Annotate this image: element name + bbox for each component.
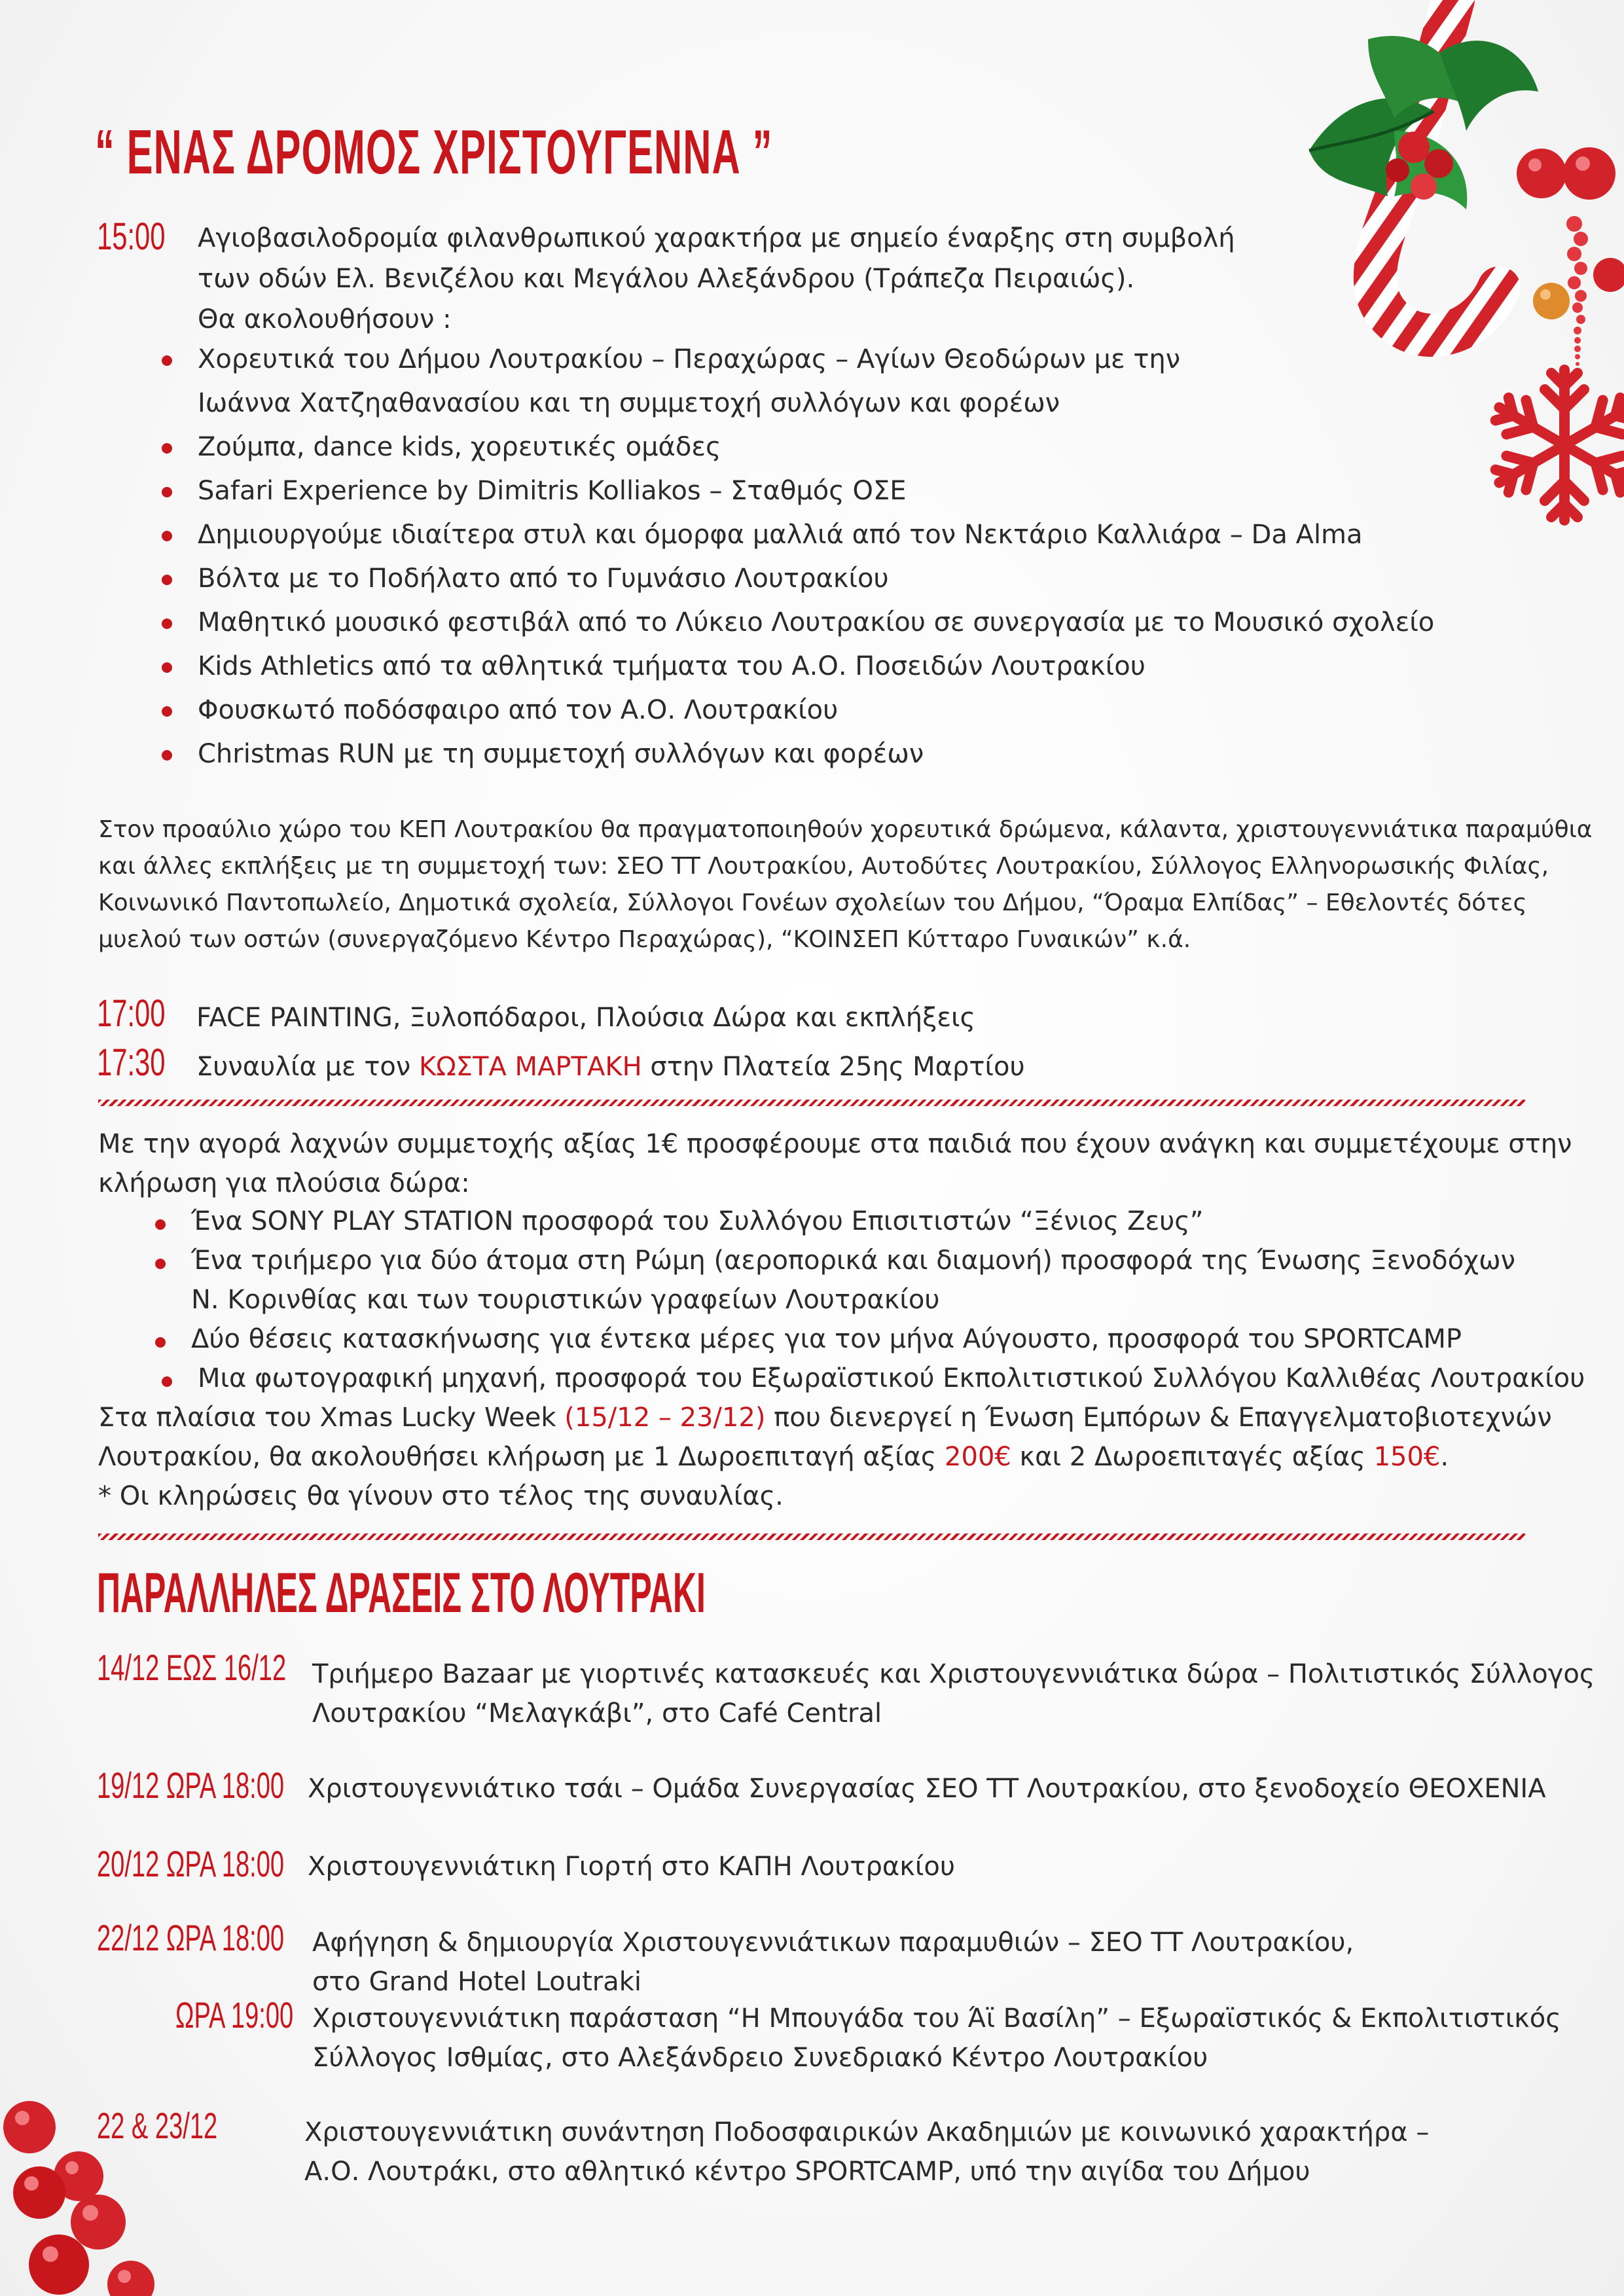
list-item-text: Ιωάννα Χατζηαθανασίου και τη συμμετοχή συλλόγων και φορέων [198,388,1060,418]
list-item-text: Δημιουργούμε ιδιαίτερα στυλ και όμορφα μαλλιά από τον Νεκτάριο Καλλιάρα – Da Alma [198,520,1363,550]
event-line: στο Grand Hotel Loutraki [312,1967,642,1997]
list-item [191,1202,1578,1241]
event-line: Τριήμερο Bazaar με γιορτινές κατασκευές και Χριστουγεννιάτικα δώρα – Πολιτιστικός Σύλλογος [312,1659,1595,1689]
list-item-text: Μαθητικό μουσικό φεστιβάλ από το Λύκειο Λουτρακίου σε συνεργασία με το Μουσικό σχολείο [198,607,1435,637]
text-part: Λουτρακίου, θα ακολουθήσει κλήρωση με 1 Δωροεπιταγή αξίας [98,1442,945,1472]
paragraph-line: Με την αγορά λαχνών συμμετοχής αξίας 1€ προσφέρουμε στα παιδιά που έχουν ανάγκη και συμμετέχουμε στην [98,1129,1572,1159]
list-item [198,1359,1585,1398]
event-description [308,1847,955,1886]
lucky-week-dates: (15/12 – 23/12) [564,1403,766,1433]
list-item [198,513,1434,557]
list-item-text: Ν. Κορινθίας και των τουριστικών γραφείων Λουτρακίου [191,1285,940,1315]
list-item-text: Safari Experience by Dimitris Kolliakos – Σταθμός ΟΣΕ [198,476,907,506]
text-part: που διενεργεί η Ένωση Εμπόρων & Επαγγελματοβιοτεχνών [765,1403,1552,1433]
time-1500: 15:00 [97,215,166,258]
artist-name: ΚΩΣΤΑ ΜΑΡΤΑΚΗ [418,1052,642,1082]
divider [98,1100,1525,1106]
list-item [198,557,1434,601]
event-line: Σύλλογος Ισθμίας, στο Αλεξάνδρειο Συνεδριακό Κέντρο Λουτρακίου [312,2043,1208,2073]
event-line: Αφήγηση & δημιουργία Χριστουγεννιάτικων παραμυθιών – ΣΕΟ ΤΤ Λουτρακίου, [312,1928,1354,1958]
event-line: Λουτρακίου “Μελαγκάβι”, στο Café Central [312,1698,882,1729]
time-1730: 17:30 [97,1041,166,1084]
lottery-intro [98,1124,1572,1203]
xmas-lucky-week [98,1398,1552,1516]
event-description [308,1769,1546,1808]
event-description [304,2113,1429,2191]
event-date: 22/12 ΩΡΑ 18:00 [97,1917,285,1958]
divider [98,1534,1525,1540]
list-item [191,1241,1578,1319]
paragraph-line: μυελού των οστών (συνεργαζόμενο Κέντρο Περαχώρας), “ΚΟΙΝΣΕΠ Κύτταρο Γυναικών” κ.ά. [98,926,1191,953]
list-item-text: Christmas RUN με τη συμμετοχή συλλόγων και φορέων [198,739,924,769]
intro-line: Θα ακολουθήσουν : [198,304,452,334]
list-item [198,338,1434,425]
list-item [198,601,1434,645]
intro-block [198,218,1235,340]
event-text-part: Συναυλία με τον [196,1052,419,1082]
list-item-text: Μια φωτογραφική μηχανή, προσφορά του Εξωραϊστικού Εκπολιτιστικού Συλλόγου Καλλιθέας Λουτρακίου [198,1363,1585,1393]
event-date: 14/12 ΕΩΣ 16/12 [97,1647,287,1688]
event-date: 19/12 ΩΡΑ 18:00 [97,1765,285,1806]
intro-line: Αγιοβασιλοδρομία φιλανθρωπικού χαρακτήρα με σημείο έναρξης στη συμβολή [198,223,1235,253]
voucher-value: 200€ [945,1442,1011,1472]
holly-candy-cane-icon [1283,0,1624,367]
intro-line: των οδών Ελ. Βενιζέλου και Μεγάλου Αλεξάνδρου (Τράπεζα Πειραιώς). [198,264,1135,294]
event-description [312,1999,1561,2077]
event-1730-text [196,1045,1025,1089]
list-item [198,689,1434,732]
prizes-list [191,1202,1585,1398]
list-item-text: Kids Athletics από τα αθλητικά τμήματα του Α.Ο. Ποσειδών Λουτρακίου [198,651,1146,681]
text-part: και 2 Δωροεπιταγές αξίας [1011,1442,1374,1472]
text-part: . [1440,1442,1449,1472]
event-description [312,1655,1595,1733]
event-line: Χριστουγεννιάτικη συνάντηση Ποδοσφαιρικών Ακαδημιών με κοινωνικό χαρακτήρα – [304,2117,1430,2147]
activities-list [198,338,1434,776]
paragraph-line: Κοινωνικό Παντοπωλείο, Δημοτικά σχολεία, Σύλλογοι Γονέων σχολείων του Δήμου, “Όραμα Ελπίδας” – Εθελοντές δότες [98,889,1527,916]
snowflake-icon [1479,360,1624,530]
event-description [312,1923,1354,2001]
text-part: Στα πλαίσια του Xmas Lucky Week [98,1403,565,1433]
time-1700: 17:00 [97,992,166,1035]
list-item-text: Βόλτα με το Ποδήλατο από το Γυμνάσιο Λουτρακίου [198,564,889,594]
list-item-text: Δύο θέσεις κατασκήνωσης για έντεκα μέρες για τον μήνα Αύγουστο, προσφορά του SPORTCAMP [191,1324,1462,1354]
paragraph-line [98,1437,1552,1477]
list-item [198,469,1434,513]
list-item [198,425,1434,469]
event-line: Χριστουγεννιάτικο τσάι – Ομάδα Συνεργασίας ΣΕΟ ΤΤ Λουτρακίου, στο ξενοδοχείο ΘΕΟΧΕΝΙΑ [308,1774,1546,1804]
event-1700-text: FACE PAINTING, Ξυλοπόδαροι, Πλούσια Δώρα και εκπλήξεις [196,1003,976,1033]
list-item [198,645,1434,689]
section-title: ΠΑΡΑΛΛΗΛΕΣ ΔΡΑΣΕΙΣ ΣΤΟ ΛΟΥΤΡΑΚΙ [97,1562,706,1624]
event-line: Χριστουγεννιάτικη παράσταση “Η Μπουγάδα του Άϊ Βασίλη” – Εξωραϊστικός & Εκπολιτιστικός [312,2003,1561,2034]
kep-paragraph [98,812,1593,958]
list-item-text: Ένα SONY PLAY STATION προσφορά του Συλλόγου Επισιτιστών “Ξένιος Ζευς” [191,1206,1204,1236]
paragraph-line: Στον προαύλιο χώρο του ΚΕΠ Λουτρακίου θα πραγματοποιηθούν χορευτικά δρώμενα, κάλαντα, χριστουγεννιάτικα παραμύθια [98,816,1593,843]
event-line: Α.Ο. Λουτράκι, στο αθλητικό κέντρο SPORTCAMP, υπό την αιγίδα του Δήμου [304,2157,1310,2187]
event-date: 22 & 23/12 [97,2105,218,2146]
lottery-note: * Οι κληρώσεις θα γίνουν στο τέλος της συναυλίας. [98,1481,784,1511]
list-item-text: Ένα τριήμερο για δύο άτομα στη Ρώμη (αεροπορικά και διαμονή) προσφορά της Ένωσης Ξενοδόχων [191,1246,1515,1276]
paragraph-line: κλήρωση για πλούσια δώρα: [98,1168,470,1198]
list-item-text: Φουσκωτό ποδόσφαιρο από τον Α.Ο. Λουτρακίου [198,695,839,725]
list-item-text: Χορευτικά του Δήμου Λουτρακίου – Περαχώρας – Αγίων Θεοδώρων με την [198,344,1181,374]
event-text-part: στην Πλατεία 25ης Μαρτίου [641,1052,1025,1082]
list-item-text: Ζούμπα, dance kids, χορευτικές ομάδες [198,432,721,462]
list-item [198,732,1434,776]
event-date: 20/12 ΩΡΑ 18:00 [97,1843,285,1884]
list-item [191,1319,1578,1359]
page-title: “ ΕΝΑΣ ΔΡΟΜΟΣ ΧΡΙΣΤΟΥΓΕΝΝΑ ” [95,117,773,187]
event-date: ΩΡΑ 19:00 [175,1994,294,2036]
paragraph-line [98,1398,1552,1437]
voucher-value: 150€ [1373,1442,1441,1472]
event-line: Χριστουγεννιάτικη Γιορτή στο ΚΑΠΗ Λουτρακίου [308,1852,955,1882]
paragraph-line: και άλλες εκπλήξεις με τη συμμετοχή των: ΣΕΟ ΤΤ Λουτρακίου, Αυτοδύτες Λουτρακίου, Σύλλογος Ελληνορωσικής Φιλίας, [98,853,1549,880]
